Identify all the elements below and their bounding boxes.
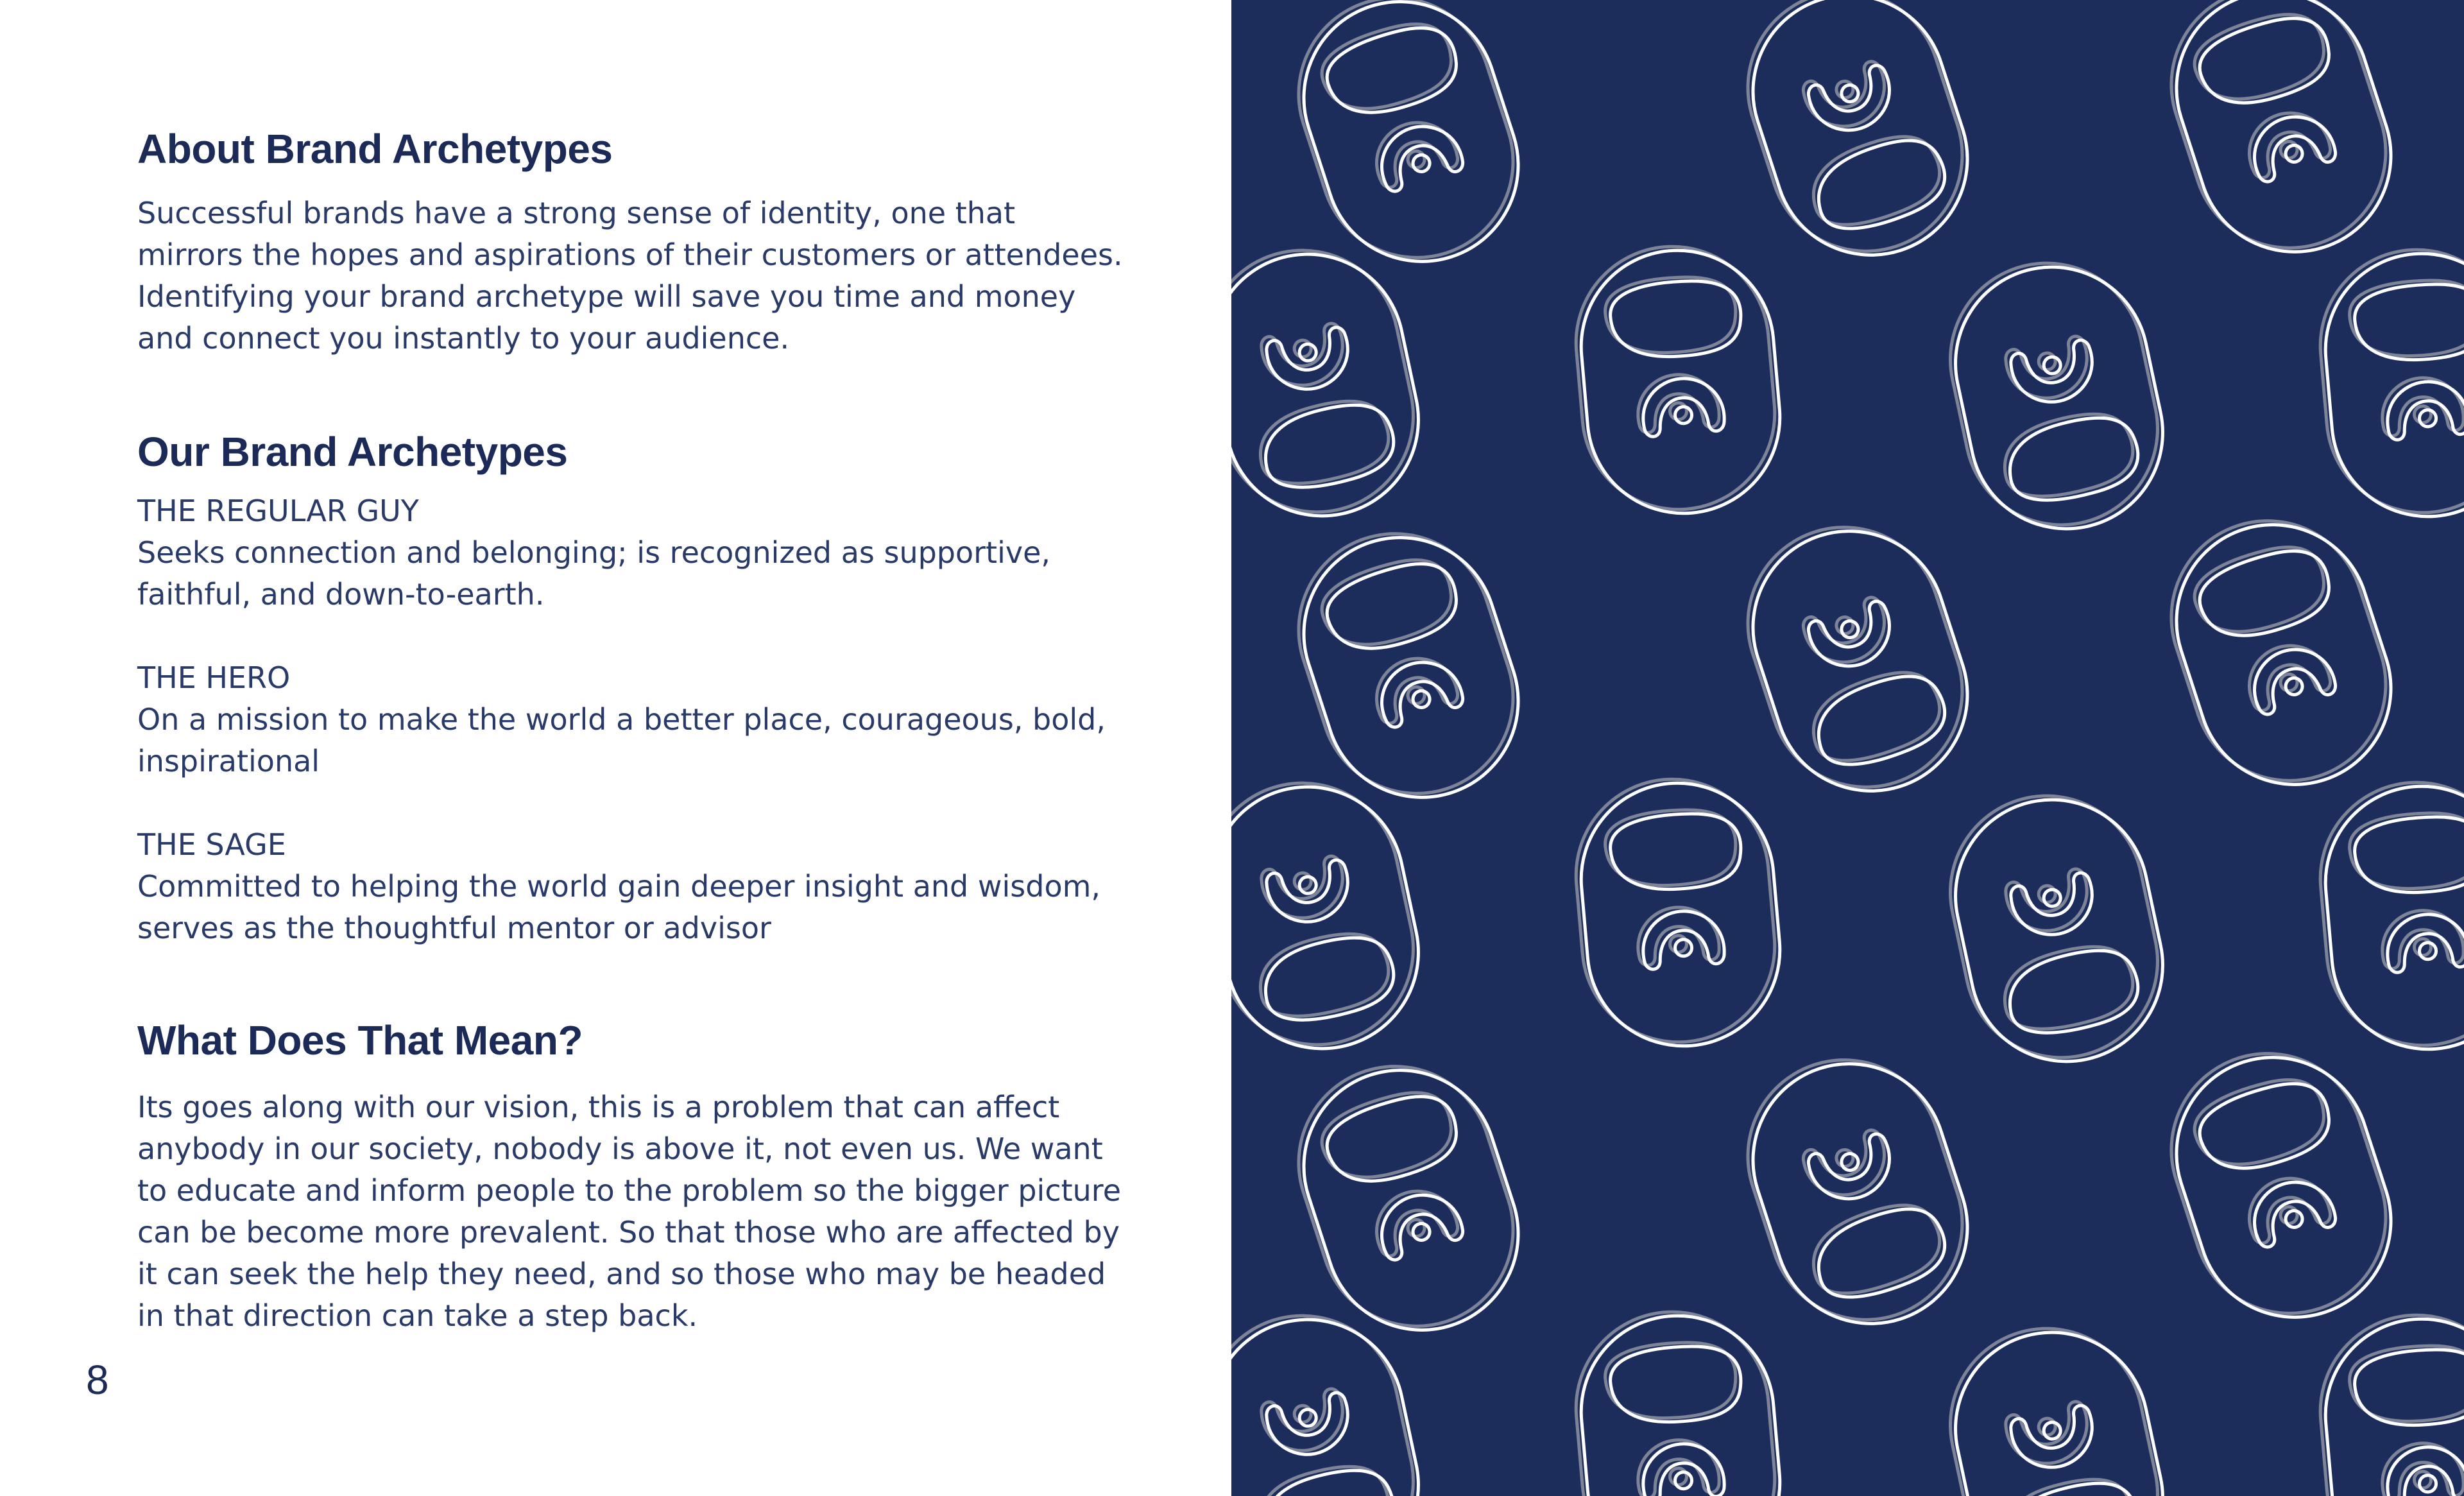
pull-tab-icon bbox=[1231, 769, 1436, 1066]
pull-tab-shadow bbox=[1933, 778, 2176, 1075]
our-archetypes-heading: Our Brand Archetypes bbox=[137, 429, 568, 475]
archetype-name: THE HERO bbox=[137, 660, 291, 695]
pull-tab-icon bbox=[1231, 236, 1436, 533]
pull-tab-icon bbox=[1938, 249, 2181, 546]
text-page bbox=[0, 0, 1231, 1496]
pull-tab-shadow bbox=[1568, 1304, 1783, 1496]
pull-tab-shadow bbox=[1274, 509, 1538, 819]
pull-tab-icon bbox=[2318, 1311, 2464, 1496]
archetype-sage bbox=[137, 824, 1125, 949]
pattern-page bbox=[1231, 0, 2464, 1496]
page-number: 8 bbox=[86, 1357, 109, 1403]
archetype-description: Seeks connection and belonging; is recognized as supportive, faithful, and down-to-earth. bbox=[137, 535, 1051, 612]
pull-tab-shadow bbox=[2313, 1307, 2464, 1496]
text-column bbox=[137, 128, 1125, 1337]
pull-tab-shadow bbox=[2146, 1029, 2411, 1339]
archetype-regular-guy bbox=[137, 490, 1125, 615]
about-paragraph: Successful brands have a strong sense of identity, one that mirrors the hopes and aspirations of their customers or attendees. Identifying your brand archetype will save you time and money and connect you instantly to your audience. bbox=[137, 196, 1123, 356]
archetype-description: Committed to helping the world gain deeper insight and wisdom, serves as the thoughtful mentor or advisor bbox=[137, 869, 1101, 945]
pull-tab-shadow bbox=[2146, 496, 2411, 806]
archetype-description: On a mission to make the world a better place, courageous, bold, inspirational bbox=[137, 702, 1106, 778]
pull-tab-pattern bbox=[1231, 0, 2464, 1496]
pull-tab-icon bbox=[1938, 1314, 2181, 1496]
pull-tab-icon bbox=[1573, 775, 1788, 1054]
archetype-hero bbox=[137, 657, 1125, 782]
pull-tab-icon bbox=[2152, 0, 2416, 277]
meaning-heading: What Does That Mean? bbox=[137, 1017, 583, 1063]
pull-tab-shadow bbox=[1274, 1042, 1538, 1352]
pull-tab-icon bbox=[1728, 1039, 1992, 1349]
pull-tab-icon bbox=[1573, 243, 1788, 522]
pull-tab-icon bbox=[1728, 0, 1992, 280]
meaning-paragraph: Its goes along with our vision, this is a problem that can affect anybody in our society, nobody is above it, not even us. We want to educate and inform people to the problem so the bigger picture can be become more prevalent. So that those who are affected by it can seek the help they need, and so those who may be headed in that direction can take a step back. bbox=[137, 1090, 1122, 1333]
pull-tab-icon bbox=[1728, 506, 1992, 816]
pull-tab-icon bbox=[1938, 782, 2181, 1079]
about-heading: About Brand Archetypes bbox=[137, 126, 613, 172]
archetype-name: THE SAGE bbox=[137, 827, 286, 862]
pull-tab-shadow bbox=[1933, 245, 2176, 542]
archetype-name: THE REGULAR GUY bbox=[137, 494, 419, 528]
